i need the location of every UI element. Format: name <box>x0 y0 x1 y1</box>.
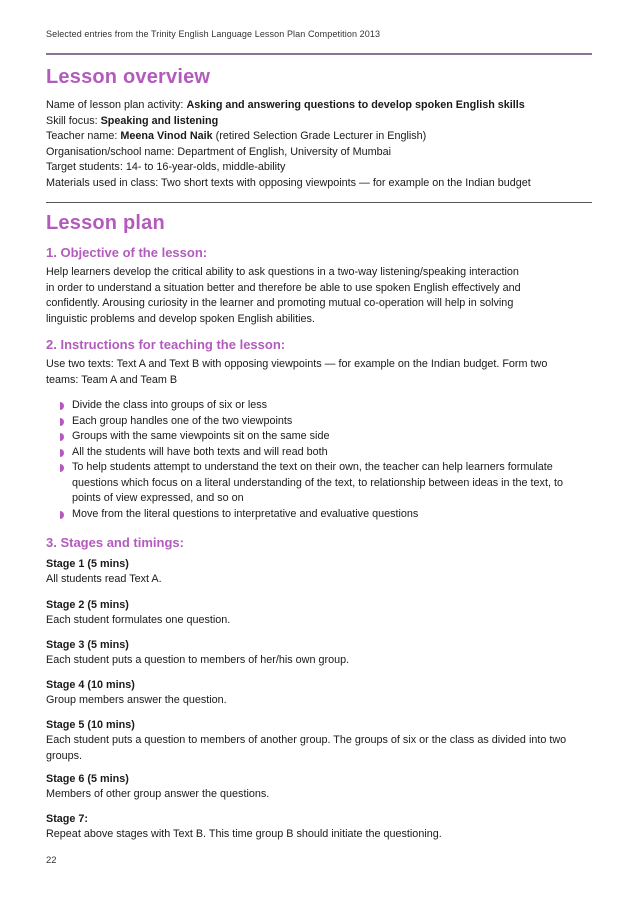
bullet-marker-icon <box>60 402 64 410</box>
stage-text: Each student puts a question to members of her/his own group. <box>46 654 350 666</box>
overview-row-organisation: Organisation/school name: Department of English, University of Mumbai <box>46 145 392 158</box>
list-item: To help students attempt to understand the text on their own, the teacher can help learners formulate questions which focus on a literal understanding of the text, to relationship between ideas in the text, to points of view expressed, and so on <box>60 460 592 507</box>
overview-row-target: Target students: 14- to 16-year-olds, middle-ability <box>46 161 286 173</box>
list-item: All the students will have both texts and will read both <box>60 445 592 461</box>
stage-text: Repeat above stages with Text B. This time group B should initiate the questioning. <box>46 828 442 840</box>
overview-details <box>46 98 592 191</box>
objective-line: linguistic problems and develop spoken English abilities. <box>46 312 315 325</box>
stage-title: Stage 5 (10 mins) <box>46 719 135 731</box>
stage-title: Stage 6 (5 mins) <box>46 773 129 785</box>
stage-title: Stage 1 (5 mins) <box>46 558 129 570</box>
stage-title: Stage 7: <box>46 813 89 825</box>
stage-6 <box>46 772 592 803</box>
stage-text: All students read Text A. <box>46 573 162 585</box>
page-number: 22 <box>46 855 57 866</box>
stage-text: Each student formulates one question. <box>46 614 231 626</box>
stage-text: Group members answer the question. <box>46 694 227 706</box>
instructions-bullet-list <box>60 398 592 522</box>
objective-line: in order to understand a situation better and therefore be able to use spoken English effectively and <box>46 281 521 294</box>
stage-4 <box>46 678 592 709</box>
bullet-marker-icon <box>60 511 64 519</box>
instructions-text <box>46 357 592 388</box>
stage-text: Each student puts a question to members of another group. The groups of six or the class as divided into two groups. <box>46 734 567 762</box>
bullet-marker-icon <box>60 418 64 426</box>
bullet-marker-icon <box>60 464 64 472</box>
objective-text <box>46 265 592 327</box>
overview-row-teacher: Teacher name: Meena Vinod Naik (retired Selection Grade Lecturer in English) <box>46 130 427 142</box>
bullet-marker-icon <box>60 449 64 457</box>
plan-title: Lesson plan <box>46 212 165 234</box>
list-item: Move from the literal questions to interpretative and evaluative questions <box>60 507 592 523</box>
objective-line: Help learners develop the critical ability to ask questions in a two-way listening/speaking interaction <box>46 266 519 278</box>
stage-1 <box>46 557 592 588</box>
stage-2 <box>46 598 592 629</box>
list-item: Divide the class into groups of six or less <box>60 398 592 414</box>
instructions-line: teams: Team A and Team B <box>46 373 178 386</box>
stage-text: Members of other group answer the questions. <box>46 788 270 800</box>
overview-title: Lesson overview <box>46 66 211 88</box>
list-item: Groups with the same viewpoints sit on the same side <box>60 429 592 445</box>
stage-5 <box>46 718 592 764</box>
overview-row-activity: Name of lesson plan activity: Asking and answering questions to develop spoken English skills <box>46 99 525 111</box>
overview-row-skill: Skill focus: Speaking and listening <box>46 114 219 127</box>
stages-heading: 3. Stages and timings: <box>46 535 184 550</box>
list-item: Each group handles one of the two viewpoints <box>60 414 592 430</box>
stage-3 <box>46 638 592 669</box>
instructions-line: Use two texts: Text A and Text B with opposing viewpoints — for example on the Indian budget. Form two <box>46 358 548 370</box>
objective-line: confidently. Arousing curiosity in the learner and promoting mutual co-operation will help in solving <box>46 297 514 309</box>
header-rule <box>46 53 592 55</box>
running-header: Selected entries from the Trinity English Language Lesson Plan Competition 2013 <box>46 29 381 39</box>
instructions-heading: 2. Instructions for teaching the lesson: <box>46 337 286 352</box>
section-rule <box>46 202 592 203</box>
stage-title: Stage 4 (10 mins) <box>46 679 135 691</box>
stage-title: Stage 3 (5 mins) <box>46 639 129 651</box>
stage-7 <box>46 812 592 843</box>
bullet-marker-icon <box>60 433 64 441</box>
overview-row-materials: Materials used in class: Two short texts with opposing viewpoints — for example on the Indian budget <box>46 176 531 189</box>
objective-heading: 1. Objective of the lesson: <box>46 245 208 260</box>
stage-title: Stage 2 (5 mins) <box>46 599 129 611</box>
